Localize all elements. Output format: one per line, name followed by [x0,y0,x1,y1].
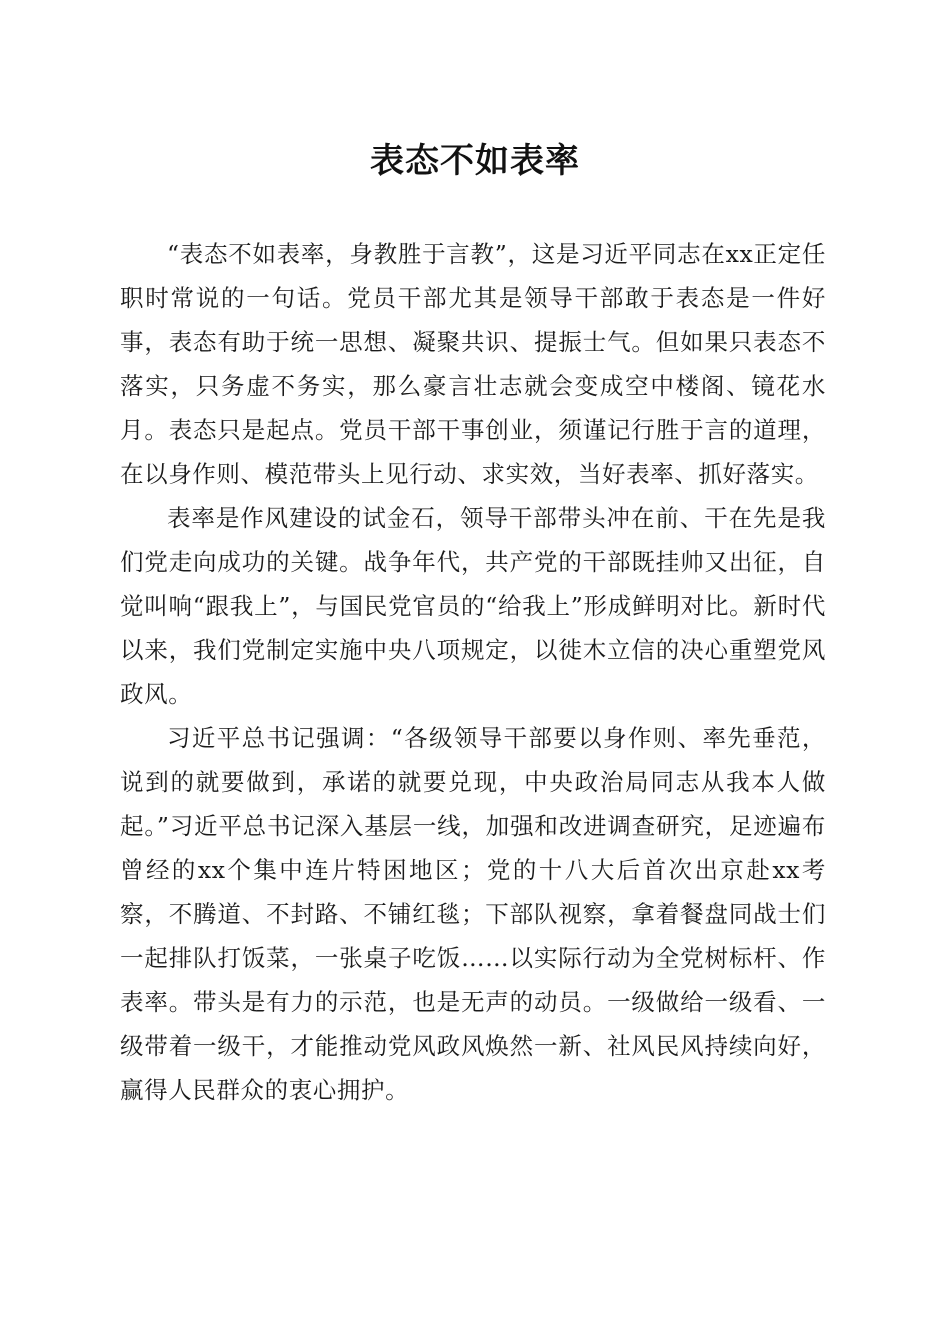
paragraph-2: 表率是作风建设的试金石，领导干部带头冲在前、干在先是我们党走向成功的关键。战争年代，共产党的干部既挂帅又出征，自觉叫响“跟我上”，与国民党官员的“给我上”形成鲜明对比。新时代以来，我们党制定实施中央八项规定，以徙木立信的决心重塑党风政风。 [120,504,826,708]
document-body [120,232,826,1112]
paragraph-1: “表态不如表率，身教胜于言教”，这是习近平同志在xx正定任职时常说的一句话。党员干部尤其是领导干部敢于表态是一件好事，表态有助于统一思想、凝聚共识、提振士气。但如果只表态不落实，只务虚不务实，那么豪言壮志就会变成空中楼阁、镜花水月。表态只是起点。党员干部干事创业，须谨记行胜于言的道理，在以身作则、模范带头上见行动、求实效，当好表率、抓好落实。 [120,240,826,488]
paragraph-3: 习近平总书记强调：“各级领导干部要以身作则、率先垂范，说到的就要做到，承诺的就要兑现，中央政治局同志从我本人做起。”习近平总书记深入基层一线，加强和改进调查研究，足迹遍布曾经的xx个集中连片特困地区；党的十八大后首次出京赴xx考察，不腾道、不封路、不铺红毯；下部队视察，拿着餐盘同战士们一起排队打饭菜，一张桌子吃饭……以实际行动为全党树标杆、作表率。带头是有力的示范，也是无声的动员。一级做给一级看、一级带着一级干，才能推动党风政风焕然一新、社风民风持续向好，赢得人民群众的衷心拥护。 [120,724,826,1104]
document-title: 表态不如表率 [370,141,580,181]
